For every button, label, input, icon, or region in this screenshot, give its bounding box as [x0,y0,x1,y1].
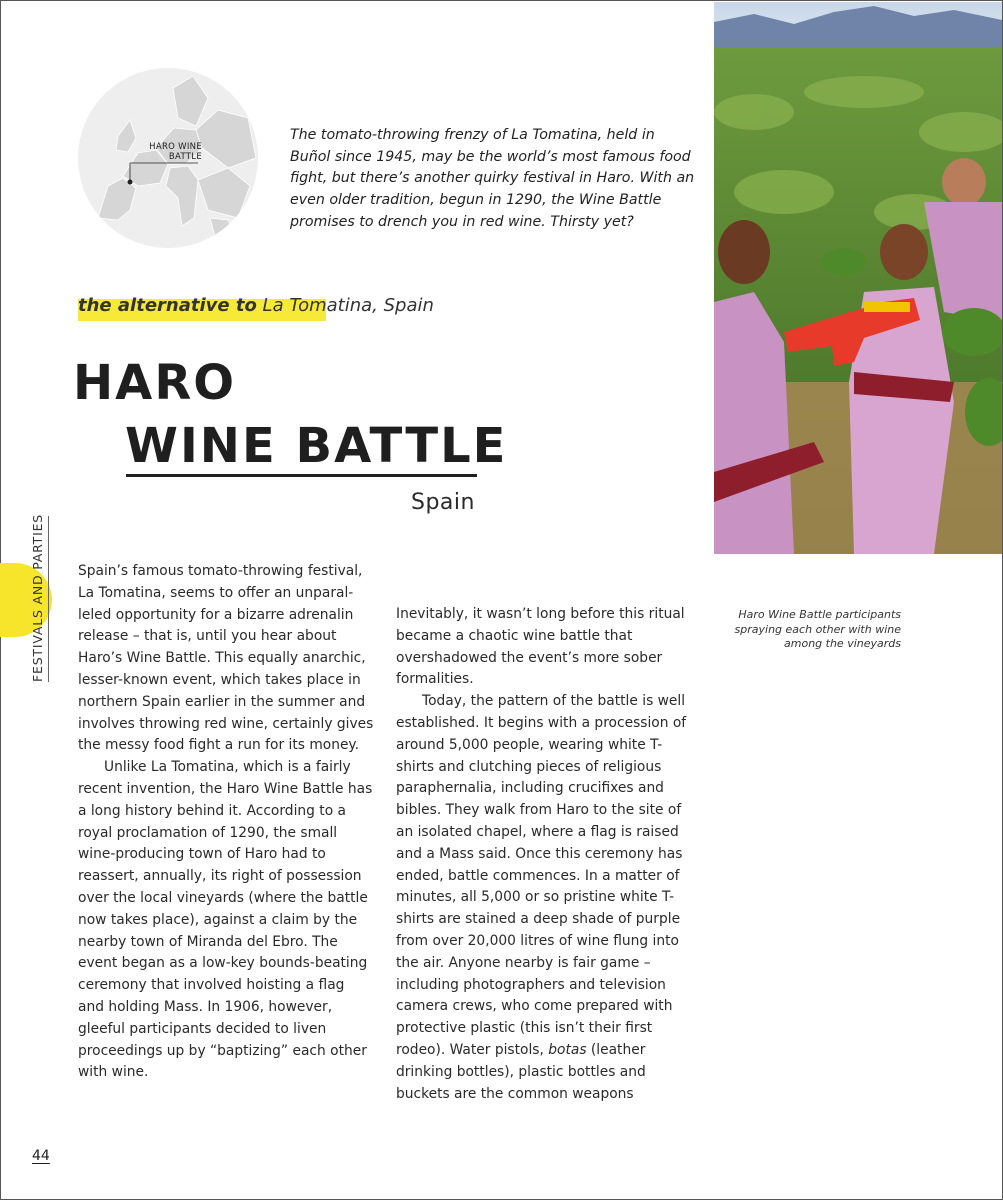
title-line2: WINE BATTLE [125,418,508,474]
festival-photo [714,2,1002,554]
intro-paragraph: The tomato-throwing frenzy of La Tomatina, held in Buñol since 1945, may be the world’s most famous food fight, but there’s another quirky festival in Haro. With an even older tradition, begun in 1290, the Wine Battle promises to drench you in red wine. Thirsty yet? [290,127,695,230]
body-paragraph [396,691,692,1105]
section-tab-label: FESTIVALS AND PARTIES [30,513,45,682]
title-country: Spain [411,490,475,515]
body-italic-term: botas [548,1041,587,1058]
section-tab-rule [48,516,49,682]
body-paragraph: Inevitably, it wasn’t long before this ritual became a chaotic wine battle that overshadowed the event’s more sober formalities. [396,606,685,688]
map-label [130,142,202,162]
body-text: (leather drinking bottles), plastic bottles and buckets are the common weapons [396,1041,646,1102]
body-column-2 [396,604,692,1105]
body-paragraph: Unlike La Tomatina, which is a fairly recent invention, the Haro Wine Battle has a long history behind it. According to a royal proclamation of 1290, the small wine-producing town of Haro had to reassert, annually, its right of possession over the local vineyards (where the battle now takes place), against a claim by the nearby town of Miranda del Ebro. The event began as a low-key bounds-beating ceremony that involved hoisting a flag and holding Mass. In 1906, however, gleeful participants decided to liven proceedings up by “baptizing” each other with wine. [78,759,373,1081]
page-number: 44 [32,1148,50,1164]
photo-caption: Haro Wine Battle participants spraying each other with wine among the vineyards [734,608,901,651]
vineyard-photo-graphic [714,2,1002,554]
map-label-line2: BATTLE [168,152,202,162]
body-paragraph: Spain’s famous tomato-throwing festival, La Tomatina, seems to offer an unparal-leled opportunity for a bizarre adrenalin release – that is, until you hear about Haro’s Wine Battle. This equally anarchic, lesser-known event, which takes place in northern Spain earlier in the summer and involves throwing red wine, certainly gives the messy food fight a run for its money. [78,563,374,754]
alternative-line [78,295,434,316]
title-underline [126,474,477,477]
title-line1: HARO [73,355,237,411]
body-column-1 [78,561,374,1084]
alternative-bold: the alternative to [78,295,257,316]
alternative-rest: La Tomatina, Spain [256,295,434,316]
body-text: Today, the pattern of the battle is well established. It begins with a procession of around 5,000 people, wearing white T-shirts and clutching pieces of religious paraphernalia, including crucifixes and bibles. They walk from Haro to the site of an isolated chapel, where a flag is raised and a Mass said. Once this ceremony has ended, battle commences. In a matter of minutes, all 5,000 or so pristine white T-shirts are stained a deep shade of purple from over 20,000 litres of wine flung into the air. Anyone nearby is fair game – including photographers and television camera crews, who come prepared with protective plastic (this isn’t their first rodeo). Water pistols, [396,693,687,1058]
map-label-line1: HARO WINE [149,142,202,152]
